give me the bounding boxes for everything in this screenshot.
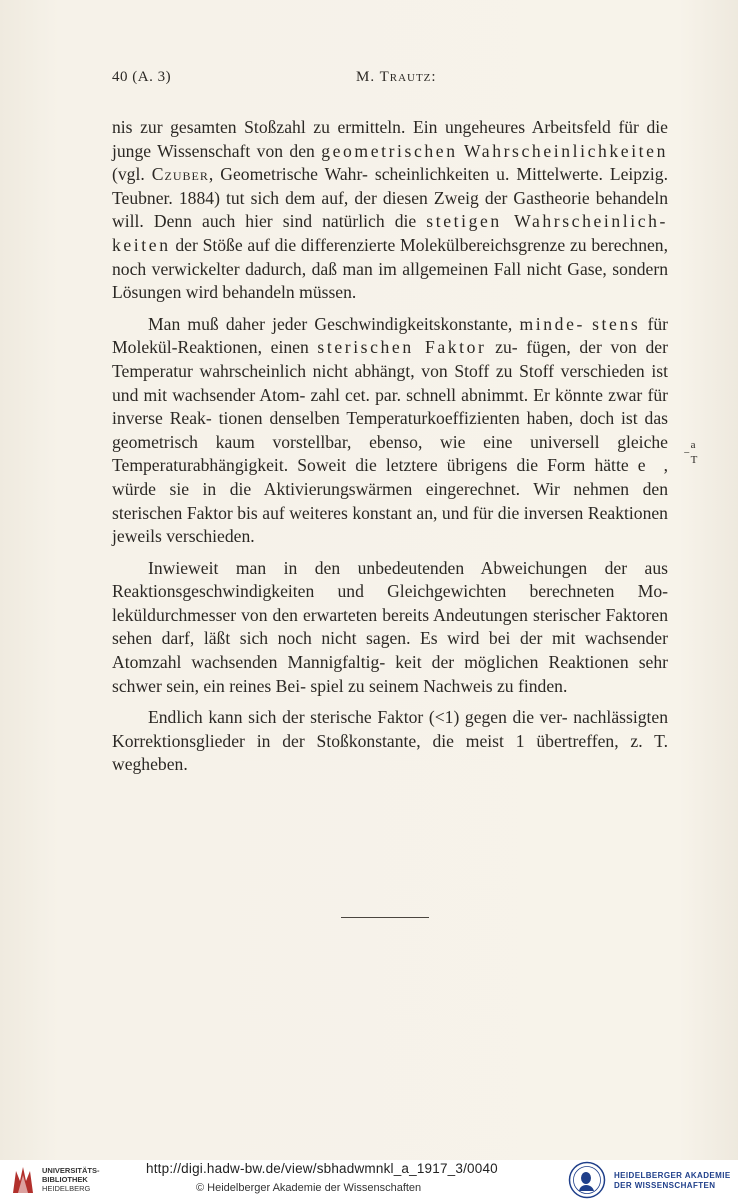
running-head (112, 69, 668, 93)
academy-seal-icon (568, 1161, 606, 1199)
paragraph-4: Endlich kann sich der sterische Faktor (<1) gegen die ver- nachlässigten Korrektionsglieder in der Stoßkonstante, die meist 1 übertreffen, z. T. wegheben. (112, 707, 668, 775)
bleed-through-text (112, 840, 668, 1070)
ub-logo-text: UNIVERSITÄTS- BIBLIOTHEK HEIDELBERG (42, 1166, 100, 1193)
section-end-rule (341, 917, 429, 918)
running-author: M. Trautz: (356, 69, 437, 85)
paragraph-1: nis zur gesamten Stoßzahl zu ermitteln. Ein ungeheures Arbeitsfeld für die junge Wissenschaft von den geometrischen Wahrscheinlichkeiten (vgl. Czuber, Geometrische Wahr- scheinlichkeiten u. Mittelwerte. Leipzig. Teubner. 1884) tut sich dem auf, der diesen Zweig der Gastheorie behandeln will. Denn auch hier sind natürlich die stetigen Wahrscheinlich- keiten der Stöße auf die differenzierte Molekülbereichsgrenze zu berechnen, noch verwickelter dadurch, daß man im allgemeinen Fall nicht Gase, sondern Lösungen wird behandeln müssen. (112, 117, 669, 303)
ub-heidelberg-icon (10, 1165, 36, 1195)
paragraph-3: Inwieweit man in den unbedeutenden Abweichungen der aus Reaktionsgeschwindigkeiten und Gleichgewichten berechneten Mo- leküldurchmesser von den erwarteten bereits Andeutungen sterischer Faktoren sehen darf, läßt sich noch nicht sagen. Es wird bei der mit wachsender Atomzahl wachsenden Mannigfaltig- keit der möglichen Reaktionen sehr schwer sein, ein reines Bei- spiel zu seinem Nachweis zu finden. (112, 557, 669, 696)
permalink-url[interactable]: http://digi.hadw-bw.de/view/sbhadwmnkl_a_1917_3/0040 (146, 1161, 498, 1176)
body-text (112, 116, 698, 777)
footer-bar (0, 1160, 738, 1201)
page-number: 40 (A. 3) (112, 69, 172, 85)
academy-logo[interactable] (568, 1161, 736, 1200)
paragraph-2: Man muß daher jeder Geschwindigkeitskonstante, minde- stens für Molekül-Reaktionen, einen sterischen Faktor zu- fügen, der von der Temperatur wahrscheinlich nicht abhängt, von Stoff zu Stoff verschieden ist und mit wachsender Atom- zahl cet. par. schnell abnimmt. Er könnte zwar für inverse Reak- tionen denselben Temperaturkoeffizienten haben, doch ist das geometrisch kaum vorstellbar, ebenso, wie eine universell gleiche Temperaturabhängigkeit. Soweit die letztere übrigens die Form hätte e a − T , würde sie in die Aktivierungswärmen eingerechnet. Wir nehmen den sterischen Faktor bis auf weiteres konstant an, und für die inversen Reaktionen jeweils verschieden. (112, 313, 698, 547)
university-library-logo[interactable] (10, 1163, 120, 1199)
exponent: a − T (683, 439, 698, 467)
copyright-notice: © Heidelberger Akademie der Wissenschaften (196, 1182, 422, 1194)
academy-logo-text: HEIDELBERGER AKADEMIE DER WISSENSCHAFTEN (614, 1171, 731, 1190)
formula-line: hätte e a − T , würde sie in die Aktivierungswärmen eingerechnet. (112, 439, 698, 499)
